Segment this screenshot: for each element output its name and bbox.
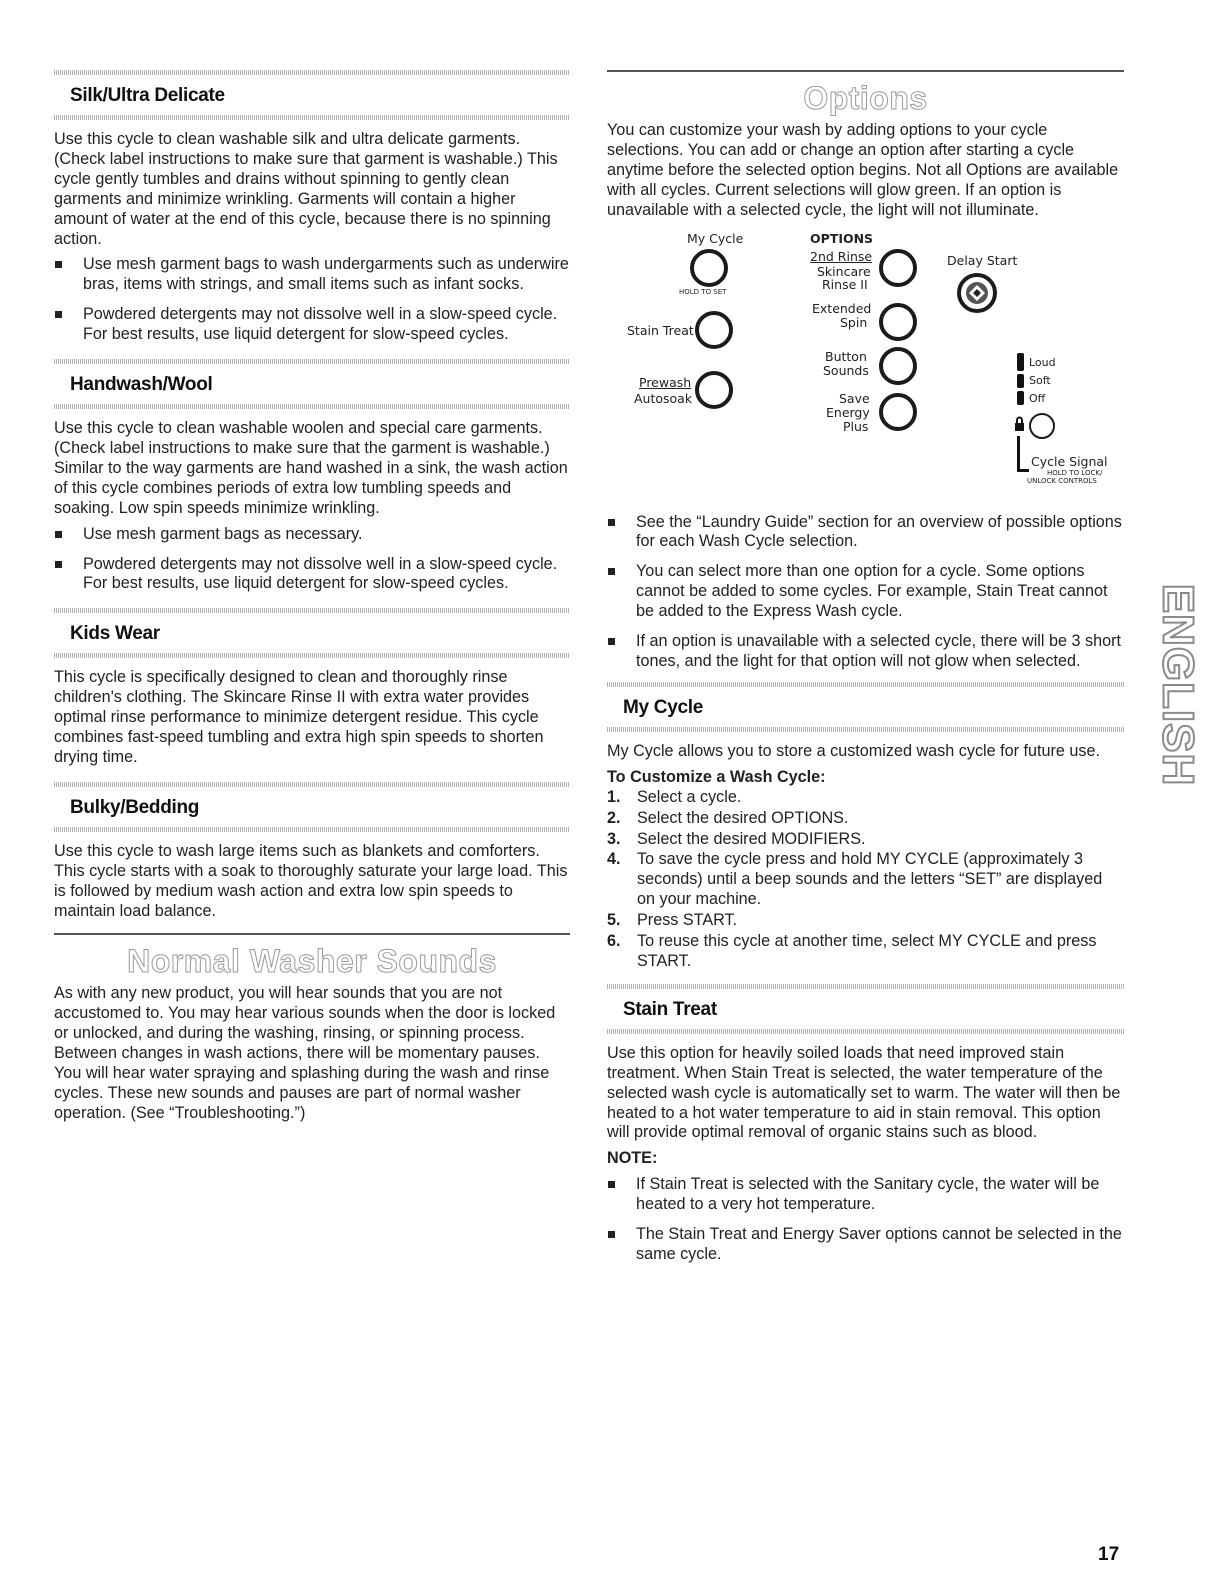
hatch-rule [607, 1029, 1124, 1034]
step-number: 1. [607, 787, 621, 806]
bullet-list [607, 513, 1124, 672]
bullet-item: You can select more than one option for a cycle. Some options cannot be added to some cycles. For example, Stain Treat cannot be added to the Express Wash cycle. [607, 562, 1124, 622]
bullet-item: The Stain Treat and Energy Saver options cannot be selected in the same cycle. [607, 1225, 1124, 1265]
bullet-item: If an option is unavailable with a selected cycle, there will be 3 short tones, and the light for that option will not glow when selected. [607, 632, 1124, 672]
stain-treat-button-icon [695, 311, 733, 349]
subheading: To Customize a Wash Cycle: [607, 767, 826, 786]
section-title: My Cycle [623, 696, 703, 718]
unlock-controls-label: UNLOCK CONTROLS [1027, 476, 1097, 485]
step-item [607, 809, 1124, 829]
cycle-signal-button-icon [1029, 413, 1055, 439]
step-item [607, 830, 1124, 850]
step-text: Select the desired OPTIONS. [637, 808, 849, 827]
button-sounds-button-icon [879, 347, 917, 385]
step-text: Press START. [637, 911, 738, 930]
bullet-item: Powdered detergents may not dissolve well in a slow-speed cycle. For best results, use liquid detergent for slow-speed cycles. [54, 555, 570, 595]
step-item [607, 850, 1124, 910]
bullet-list [607, 1175, 1124, 1265]
section-header-silk [54, 70, 570, 120]
autosoak-label: Autosoak [634, 390, 693, 406]
section-title-sounds: Normal Washer Sounds [127, 943, 497, 980]
section-title: Stain Treat [623, 998, 717, 1020]
my-cycle-button-icon [690, 249, 728, 287]
bullet-item: See the “Laundry Guide” section for an overview of possible options for each Wash Cycle selection. [607, 513, 1124, 553]
my-cycle-label: My Cycle [687, 230, 744, 246]
paragraph: You can customize your wash by adding options to your cycle selections. You can add or change an option after starting a cycle anytime before the selected option begins. Not all Options are available with all cycles. Current selections will glow green. If an option is unavailable with a selected cycle, the light will not illuminate. [607, 121, 1119, 219]
side-tab-label: ENGLISH [1153, 583, 1203, 786]
section-body-stain [607, 1044, 1124, 1265]
bullet-item: Use mesh garment bags as necessary. [54, 525, 570, 545]
section-body-mycycle [607, 742, 1124, 972]
section-header-kids [54, 608, 570, 658]
plus-label: Plus [843, 418, 869, 434]
section-header-mycycle [607, 682, 1124, 732]
step-number: 6. [607, 932, 621, 951]
step-number: 3. [607, 829, 621, 848]
hatch-rule [54, 115, 570, 120]
section-title: Bulky/Bedding [70, 796, 200, 818]
paragraph: Use this cycle to wash large items such as blankets and comforters. This cycle starts with a soak to thoroughly saturate your large load. This is followed by medium wash action and extra low spin speeds to maintain load balance. [54, 841, 568, 920]
step-text: Select the desired MODIFIERS. [637, 829, 866, 848]
right-column [607, 70, 1124, 1275]
button-label: Button [825, 348, 867, 364]
save-energy-button-icon [879, 393, 917, 431]
lock-icon [1013, 416, 1027, 432]
language-side-tab [1150, 582, 1204, 787]
rinse-ii-label: Rinse II [822, 276, 868, 292]
control-panel-diagram [607, 231, 1124, 511]
hold-to-set-label: HOLD TO SET [679, 287, 727, 296]
second-rinse-button-icon [879, 249, 917, 287]
options-bullets [607, 513, 1124, 672]
stain-treat-label: Stain Treat [627, 322, 694, 338]
section-title-options: Options [803, 80, 928, 116]
hold-to-lock-label: HOLD TO LOCK/ [1047, 468, 1103, 477]
bullet-item: If Stain Treat is selected with the Sanitary cycle, the water will be heated to a very hot temperature. [607, 1175, 1124, 1215]
step-number: 5. [607, 911, 621, 930]
section-body-handwash [54, 419, 570, 594]
bullet-list [54, 255, 570, 345]
second-rinse-label: 2nd Rinse [810, 248, 873, 264]
delay-start-button-icon [955, 271, 999, 315]
prewash-label: Prewash [639, 374, 692, 390]
section-body-sounds [54, 984, 570, 1123]
step-item [607, 788, 1124, 808]
loud-indicator-icon [1017, 353, 1024, 371]
step-text: Select a cycle. [637, 787, 742, 806]
bullet-item: Use mesh garment bags to wash undergarments such as underwire bras, items with strings, and small items such as infant socks. [54, 255, 570, 295]
step-text: To reuse this cycle at another time, select MY CYCLE and press START. [637, 932, 1097, 970]
delay-start-label: Delay Start [947, 252, 1018, 268]
soft-label: Soft [1029, 373, 1051, 387]
off-indicator-icon [1017, 391, 1024, 405]
sounds-label: Sounds [823, 362, 869, 378]
energy-label: Energy [826, 404, 870, 420]
section-rule [54, 933, 570, 935]
save-label: Save [839, 390, 870, 406]
section-title: Silk/Ultra Delicate [70, 85, 225, 106]
paragraph: Use this option for heavily soiled loads that need improved stain treatment. When Stain Treat is selected, the water temperature of the selected wash cycle is automatically set to warm. The water will then be heated to a hot water temperature to aid in stain removal. This option will provide optimal removal of organic stains such as blood. [607, 1043, 1121, 1142]
section-header-stain [607, 984, 1124, 1034]
section-body-silk [54, 130, 570, 345]
section-header-bulky [54, 782, 570, 832]
options-header: OPTIONS [810, 230, 874, 246]
hatch-rule [54, 404, 570, 409]
extended-spin-button-icon [879, 303, 917, 341]
note-label: NOTE: [607, 1149, 658, 1168]
step-number: 4. [607, 850, 621, 869]
extended-label: Extended [812, 300, 872, 316]
skincare-label: Skincare [817, 263, 871, 279]
section-title: Handwash/Wool [70, 374, 213, 396]
paragraph: As with any new product, you will hear sounds that you are not accustomed to. You may hear various sounds when the door is locked or unlocked, and during the washing, rinsing, or spinning process. Between changes in wash actions, there will be momentary pauses. You will hear water spraying and splashing during the wash and rinse cycles. These new sounds and pauses are part of normal washer operation. (See “Troubleshooting.”) [54, 984, 556, 1122]
bullet-item: Powdered detergents may not dissolve well in a slow-speed cycle. For best results, use liquid detergent for slow-speed cycles. [54, 305, 570, 345]
bracket-line [1017, 469, 1029, 472]
section-rule [607, 70, 1124, 72]
section-body-kids [54, 668, 570, 768]
left-column [54, 70, 570, 1124]
bracket-line [1017, 436, 1020, 471]
step-item [607, 932, 1124, 972]
section-body-bulky [54, 842, 570, 922]
section-body-options [607, 121, 1124, 221]
paragraph: Use this cycle to clean washable silk and ultra delicate garments. (Check label instructions to make sure that garment is washable.) This cycle gently tumbles and drains without spinning to gently clean garments and minimize wrinkling. Garments will contain a higher amount of water at the end of this cycle, because there is no spinning action. [54, 130, 558, 248]
prewash-button-icon [695, 371, 733, 409]
hatch-rule [54, 827, 570, 832]
soft-indicator-icon [1017, 374, 1024, 388]
paragraph: My Cycle allows you to store a customized wash cycle for future use. [607, 741, 1101, 760]
page-number: 17 [1098, 1544, 1120, 1565]
cycle-signal-label: Cycle Signal [1031, 453, 1108, 469]
paragraph: This cycle is specifically designed to clean and thoroughly rinse children's clothing. The Skincare Rinse II with extra water provides optimal rinse performance to minimize detergent residue. This cycle combines fast-speed tumbling and extra high spin speeds to shorten drying time. [54, 668, 544, 766]
bullet-list [54, 525, 570, 595]
spin-label: Spin [840, 314, 868, 330]
paragraph: Use this cycle to clean washable woolen and special care garments. (Check label instructions to make sure that the garment is washable.) Similar to the way garments are hand washed in a sink, the wash action of this cycle combines periods of extra low tumbling speeds and soaking. Low spin speeds minimize wrinkling. [54, 419, 568, 517]
section-header-handwash [54, 359, 570, 409]
hatch-rule [607, 727, 1124, 732]
step-item [607, 911, 1124, 931]
step-number: 2. [607, 808, 621, 827]
off-label: Off [1029, 391, 1046, 405]
loud-label: Loud [1029, 355, 1056, 369]
step-text: To save the cycle press and hold MY CYCLE (approximately 3 seconds) until a beep sounds and the letters “SET” are displayed on your machine. [637, 850, 1103, 909]
numbered-list [607, 788, 1124, 972]
section-title: Kids Wear [70, 623, 160, 645]
hatch-rule [54, 653, 570, 658]
